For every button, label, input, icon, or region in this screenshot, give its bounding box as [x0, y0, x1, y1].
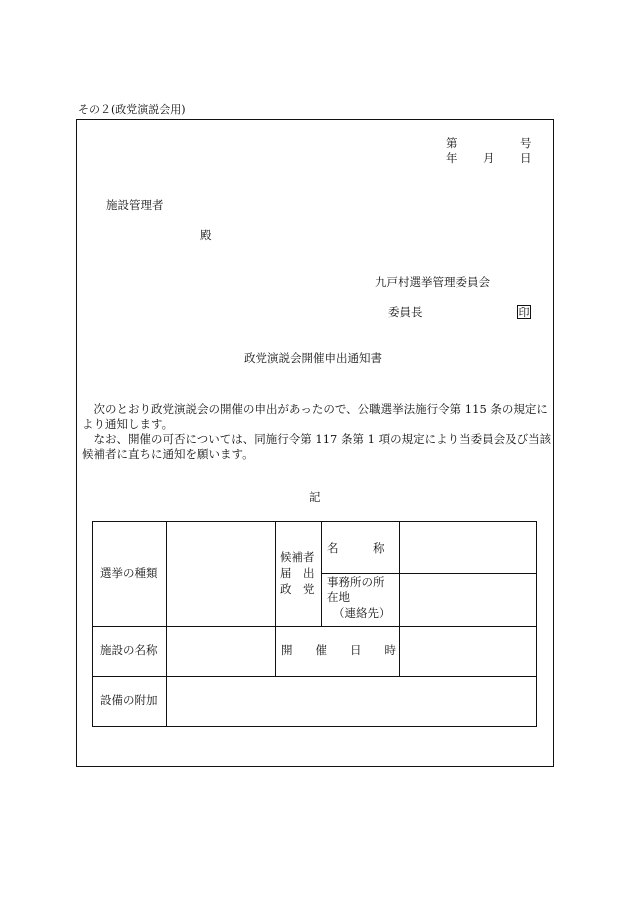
details-table [92, 521, 537, 727]
table-row-divider [93, 676, 536, 677]
body-paragraph-2: なお、開催の可否については、同施行令第 117 条第 1 項の規定により当委員会及び当該候補者に直ちに通知を願います。 [82, 432, 552, 461]
table-col-divider [166, 522, 167, 726]
table-row-divider [321, 573, 536, 574]
document-title: 政党演説会開催申出通知書 [244, 351, 382, 365]
ki-heading: 記 [309, 490, 321, 504]
facility-name-label: 施設の名称 [100, 643, 158, 657]
body-paragraph-1: 次のとおり政党演説会の開催の申出があったので、公職選挙法施行令第 115 条の規定により通知します。 [82, 402, 548, 431]
addressee-honorific: 殿 [200, 228, 212, 242]
party-label-line3: 政 党 [280, 582, 315, 596]
number-suffix: 号 [520, 136, 532, 150]
number-prefix: 第 [446, 136, 458, 150]
office-label-line1: 事務所の所 [327, 575, 385, 589]
sender-position: 委員長 [388, 305, 423, 319]
election-type-label: 選挙の種類 [100, 566, 158, 580]
table-col-divider [321, 522, 322, 626]
office-label-line2: 在地 [327, 590, 350, 604]
party-label-line1: 候補者 [280, 550, 315, 564]
table-row-divider [93, 626, 536, 627]
form-caption: その２(政党演説会用) [78, 103, 186, 116]
date-day: 日 [520, 151, 532, 165]
date-year: 年 [446, 151, 458, 165]
sender-organization: 九戸村選挙管理委員会 [375, 275, 490, 289]
date-month: 月 [483, 151, 495, 165]
party-label-line2: 届 出 [280, 566, 315, 580]
equipment-label: 設備の附加 [100, 693, 158, 707]
table-col-divider [399, 522, 400, 676]
seal-mark: 印 [518, 305, 530, 319]
table-col-divider [275, 522, 276, 676]
name-label: 名 称 [327, 541, 385, 555]
datetime-label: 開 催 日 時 [281, 643, 396, 657]
office-label-line3: （連絡先） [333, 606, 391, 620]
addressee-label: 施設管理者 [106, 198, 164, 212]
